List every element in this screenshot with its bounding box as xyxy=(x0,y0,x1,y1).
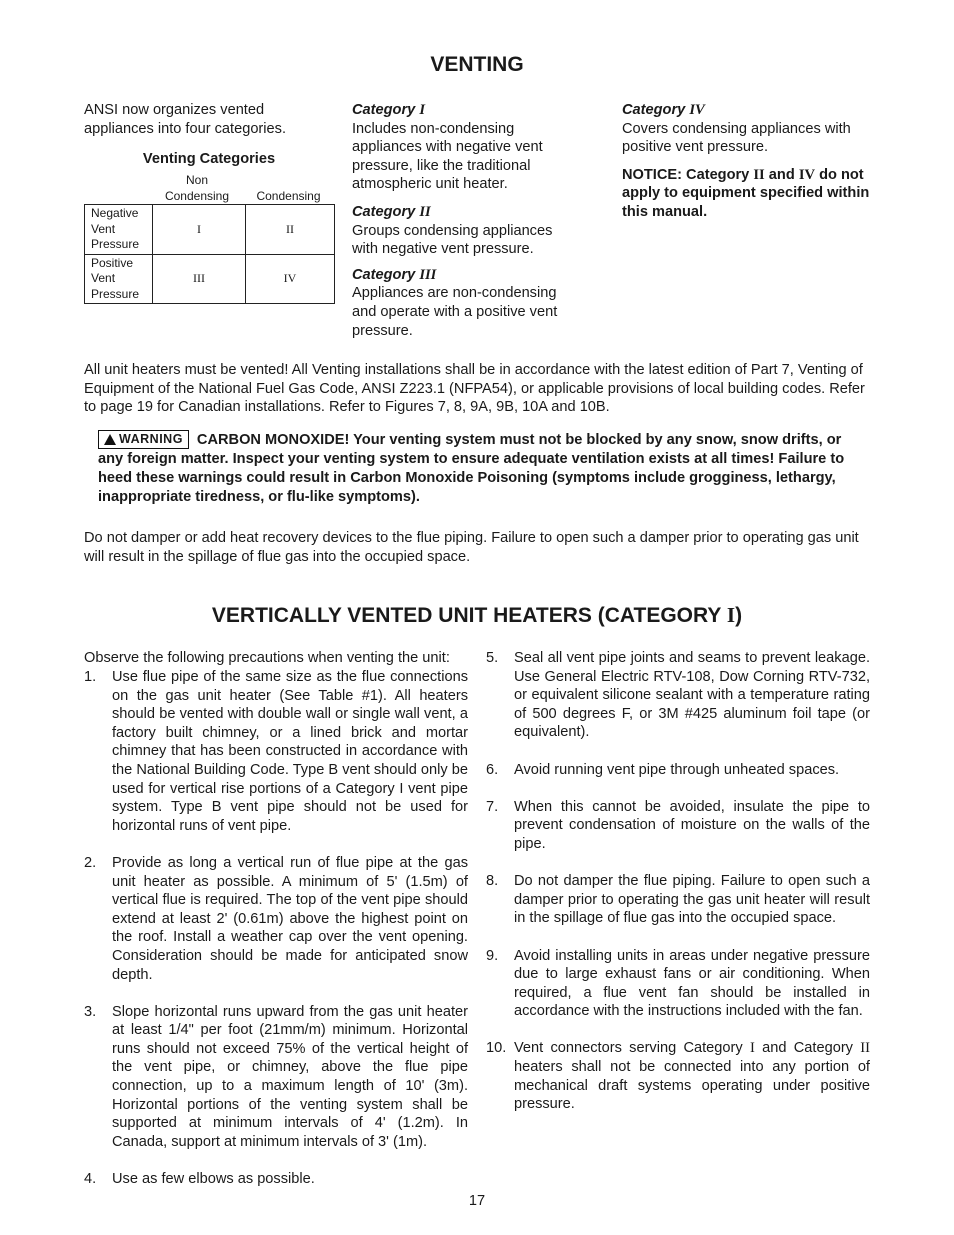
page-title: VENTING xyxy=(430,53,524,76)
category-1-heading: Category I xyxy=(352,102,426,118)
col-head-condensing: Condensing xyxy=(256,189,321,203)
table-cell: II xyxy=(246,205,335,255)
table-cell: I xyxy=(153,205,246,255)
row-label-line: Negative xyxy=(91,206,139,220)
table-row xyxy=(85,254,335,304)
list-item: 9. Avoid installing units in areas under negative pressure due to large exhaust fans or air conditioning. When required, a flue vent fan should be installed in accordance with the instructions included with the fan. xyxy=(486,947,870,1020)
row-label xyxy=(85,205,153,255)
row-label-line: Positive xyxy=(91,255,134,270)
warning-triangle-icon xyxy=(104,434,116,445)
list-item: 5. Seal all vent pipe joints and seams to prevent leakage. Use General Electric RTV-108, Dow Corning RTV-732, or equivalent silicone sealant with a temperature rating of 500 degrees F, or 3M #425 aluminum foil tape (or equivalent). xyxy=(486,650,870,741)
precautions-list-left xyxy=(84,668,468,1207)
venting-categories-table xyxy=(84,204,335,304)
table-cell: IV xyxy=(246,254,335,304)
warning-text: CARBON MONOXIDE! Your venting system must not be blocked by any snow, snow drifts, or any foreign matter. Inspect your venting system to ensure adequate ventilation exists at all times! Failure to heed these warnings could result in Carbon Monoxide Poisoning (symptoms include grogginess, lethargy, inappropriate tiredness, or flu-like symptoms). xyxy=(98,432,845,505)
page-number: 17 xyxy=(468,1193,486,1209)
venting-requirement-paragraph: All unit heaters must be vented! All Venting installations shall be in accordance with the latest edition of Part 7, Venting of Equipment of the National Fuel Gas Code, ANSI Z223.1 (NFPA54), or applicable provisions of local building codes. Refer to page 19 for Canadian installations. Refer to Figures 7, 8, 9A, 9B, 10A and 10B. xyxy=(84,362,865,416)
row-label-line: Vent xyxy=(91,221,116,236)
notice-text: NOTICE: Category II and IV do not apply to equipment specified within this manual. xyxy=(622,166,870,220)
section-title: VERTICALLY VENTED UNIT HEATERS (CATEGORY I) xyxy=(211,603,743,627)
warning-label: WARNING xyxy=(119,432,183,446)
list-item: 2. Provide as long a vertical run of flue pipe at the gas unit heater as possible. A minimum of 5' (1.5m) of vertical flue is required. The top of the vent pipe should extend at least 2' (0.61m) above the highest point on the roof. Install a weather cap over the vent opening. Consideration should be made for anticipated snow depth. xyxy=(84,854,468,983)
row-label-line: Pressure xyxy=(91,286,140,301)
col-head-condensing-non: Condensing xyxy=(164,189,230,203)
warning-block xyxy=(98,431,870,507)
col-head-non: Non xyxy=(185,173,208,187)
warning-badge xyxy=(98,430,189,449)
category-1-text: Includes non-condensing appliances with negative vent pressure, like the traditional atmospheric unit heater. xyxy=(352,120,543,193)
row-label-line: Vent xyxy=(91,271,116,285)
table-row xyxy=(85,205,335,255)
list-item: 4. Use as few elbows as possible. xyxy=(84,1171,315,1188)
list-item: 3. Slope horizontal runs upward from the gas unit heater at least 1/4" per foot (21mm/m) minimum. Horizontal runs should not exceed 75% of the vertical height of the vent pipe, or chimney, above the flue pipe connection, up to a maximum length of 10' (3m). Horizontal portions of the venting system shall be supported at minimum intervals of 4' (1.2m). In Canada, support at minimum intervals of 3' (1m). xyxy=(84,1003,468,1150)
categories-right xyxy=(622,101,872,222)
category-3-text: Appliances are non-condensing and operate with a positive vent pressure. xyxy=(352,285,558,339)
list-item: 8. Do not damper the flue piping. Failure to open such a damper prior to operating the gas unit heater will result in the spillage of flue gas into the occupied space. xyxy=(486,873,870,927)
category-4-heading: Category IV xyxy=(622,102,705,118)
precautions-list-right xyxy=(486,649,870,1132)
category-2-text: Groups condensing appliances with negative vent pressure. xyxy=(352,222,553,258)
category-2-heading: Category II xyxy=(352,203,431,220)
table-cell: III xyxy=(153,254,246,304)
list-item: 10. Vent connectors serving Category I and Category II heaters shall not be connected into any portion of mechanical draft systems operating under positive pressure. xyxy=(486,1040,870,1113)
list-item: 6. Avoid running vent pipe through unheated spaces. xyxy=(486,761,840,778)
row-label-line: Pressure xyxy=(91,237,140,251)
damper-paragraph: Do not damper or add heat recovery devices to the flue piping. Failure to open such a damper prior to operating gas unit will result in the spillage of flue gas into the occupied space. xyxy=(84,530,859,565)
list-item: 1. Use flue pipe of the same size as the flue connections on the gas unit heater (See Table #1). All heaters should be vented with double wall or single wall vent, a factory built chimney, or a lined brick and mortar chimney that has been constructed in accordance with the National Building Code. Type B vent should only be used for vertical rise portions of a Category I vent pipe system. Type B vent pipe should not be used for horizontal runs of vent pipe. xyxy=(84,669,468,834)
list-item: 7. When this cannot be avoided, insulate the pipe to prevent condensation of moisture on the walls of the pipe. xyxy=(486,798,870,852)
category-4-text: Covers condensing appliances with positive vent pressure. xyxy=(622,120,851,156)
row-label xyxy=(85,254,153,304)
table-caption: Venting Categories xyxy=(142,151,276,167)
observe-text: Observe the following precautions when venting the unit: xyxy=(84,650,450,666)
intro-text: ANSI now organizes vented appliances into four categories. xyxy=(84,102,287,137)
categories-middle xyxy=(352,101,580,340)
category-3-heading: Category III xyxy=(352,266,437,283)
